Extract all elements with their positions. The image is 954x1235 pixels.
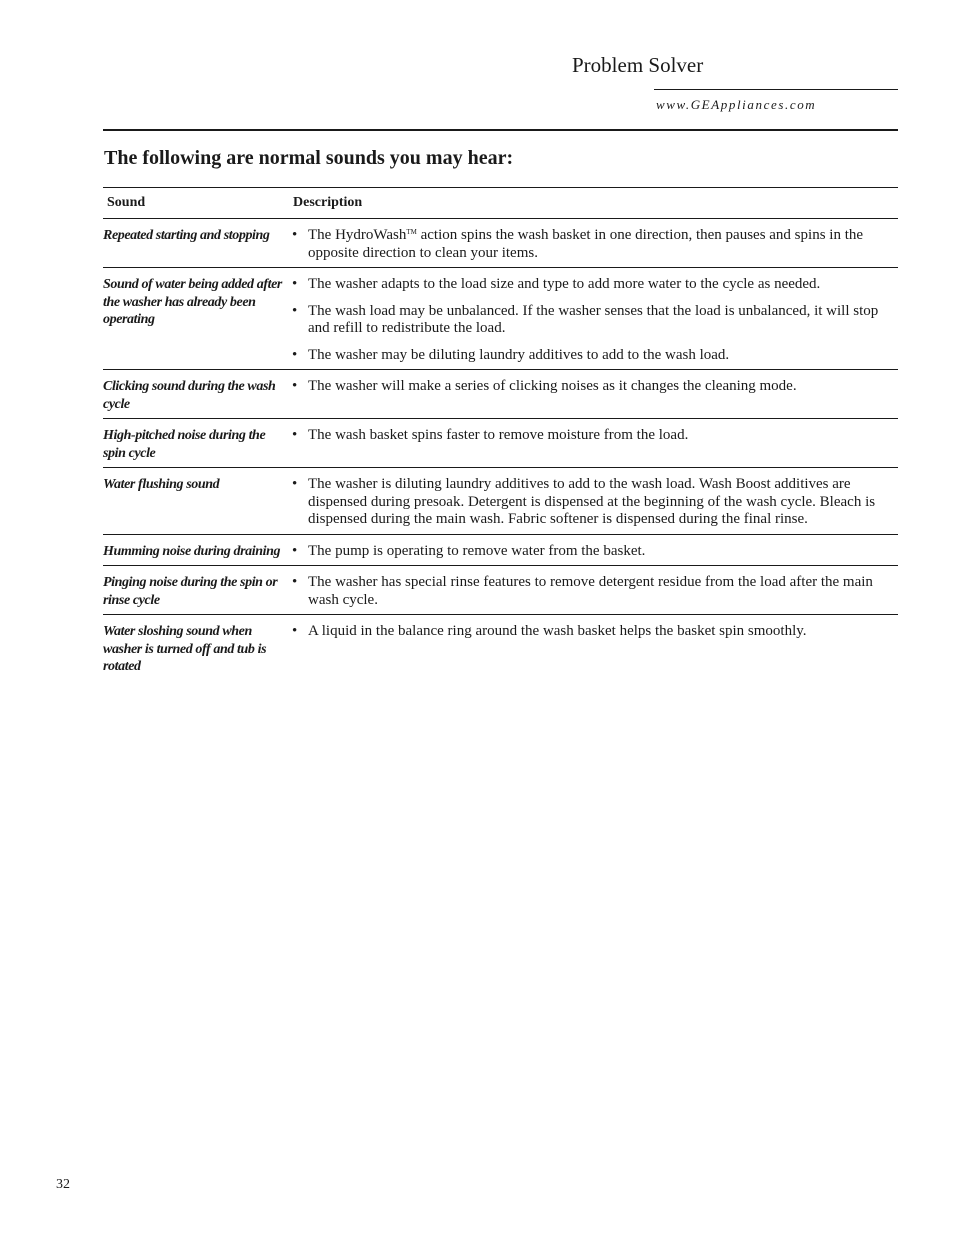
description-cell (287, 419, 898, 468)
bullet-icon: • (292, 427, 298, 443)
sound-cell: High-pitched noise during the spin cycle (103, 419, 287, 468)
description-cell (287, 370, 898, 419)
description-cell (287, 468, 898, 535)
description-list (287, 543, 898, 561)
description-item (287, 574, 898, 609)
description-cell (287, 615, 898, 681)
bullet-icon: • (292, 227, 298, 243)
description-text: The washer has special rinse features to remove detergent residue from the load after the main wash cycle. (308, 574, 873, 608)
description-text: The washer adapts to the load size and type to add more water to the cycle as needed. (308, 276, 821, 292)
bullet-icon: • (292, 542, 298, 559)
website-url: www.GEAppliances.com (656, 97, 817, 112)
sound-cell: Sound of water being added after the washer has already been operating (103, 268, 287, 370)
sound-cell: Water sloshing sound when washer is turned off and tub is rotated (103, 624, 267, 674)
description-item (287, 378, 898, 396)
section-title: Problem Solver (572, 53, 704, 77)
header-divider (654, 89, 898, 90)
description-list (287, 476, 898, 529)
description-item (287, 427, 898, 445)
description-text: A liquid in the balance ring around the wash basket helps the basket spin smoothly. (308, 623, 807, 639)
description-cell (287, 566, 898, 615)
column-header-sound: Sound (103, 188, 287, 219)
bullet-icon: • (292, 276, 298, 292)
table-row (103, 615, 898, 681)
description-text: The HydroWash™ action spins the wash basket in one direction, then pauses and spins in the opposite direction to clean your items. (308, 227, 864, 261)
sound-cell: Water flushing sound (103, 468, 287, 535)
bullet-icon: • (292, 623, 298, 639)
trademark-mark: TM (406, 228, 417, 236)
table-row (103, 419, 898, 468)
description-item (287, 276, 898, 294)
description-text: The washer is diluting laundry additives to add to the wash load. Wash Boost additives are dispensed during presoak. Detergent is dispensed at the beginning of the wash cycle. Bleach is dispensed during the main wash. Fabric softener is dispensed during the final rinse. (308, 476, 876, 527)
description-item (287, 347, 898, 365)
description-item (287, 227, 898, 262)
table-row (103, 566, 898, 615)
page-number: 32 (56, 1177, 70, 1192)
top-divider (103, 129, 898, 131)
table-row (103, 370, 898, 419)
description-cell (287, 268, 898, 370)
description-list (287, 378, 898, 396)
column-header-description: Description (287, 188, 898, 219)
description-cell (287, 219, 898, 268)
bullet-icon: • (292, 378, 298, 394)
description-item (287, 303, 898, 338)
table-header-row (103, 188, 898, 219)
sound-cell: Clicking sound during the wash cycle (103, 370, 287, 419)
description-list (287, 227, 898, 262)
description-list (287, 427, 898, 445)
description-item (287, 543, 898, 561)
description-text: The washer may be diluting laundry additives to add to the wash load. (308, 346, 730, 363)
bullet-icon: • (292, 346, 298, 363)
sound-cell: Repeated starting and stopping (103, 219, 287, 268)
bullet-icon: • (292, 476, 298, 492)
description-cell (287, 534, 898, 566)
description-list (287, 574, 898, 609)
description-text: The wash basket spins faster to remove moisture from the load. (308, 427, 689, 443)
sound-cell: Pinging noise during the spin or rinse cycle (103, 566, 287, 615)
sound-cell: Humming noise during draining (103, 534, 287, 566)
sounds-table (103, 187, 898, 681)
table-row (103, 468, 898, 535)
description-text: The washer will make a series of clicking noises as it changes the cleaning mode. (308, 378, 797, 394)
description-text: The pump is operating to remove water from the basket. (308, 542, 646, 559)
page-heading: The following are normal sounds you may hear: (104, 147, 514, 169)
table-row (103, 268, 898, 370)
table-row (103, 219, 898, 268)
table-row (103, 534, 898, 566)
description-list (287, 276, 898, 364)
description-item (287, 476, 898, 529)
bullet-icon: • (292, 574, 298, 590)
description-item (287, 623, 898, 641)
description-text: The wash load may be unbalanced. If the washer senses that the load is unbalanced, it will stop and refill to redistribute the load. (308, 302, 879, 336)
bullet-icon: • (292, 302, 298, 319)
description-list (287, 623, 898, 641)
